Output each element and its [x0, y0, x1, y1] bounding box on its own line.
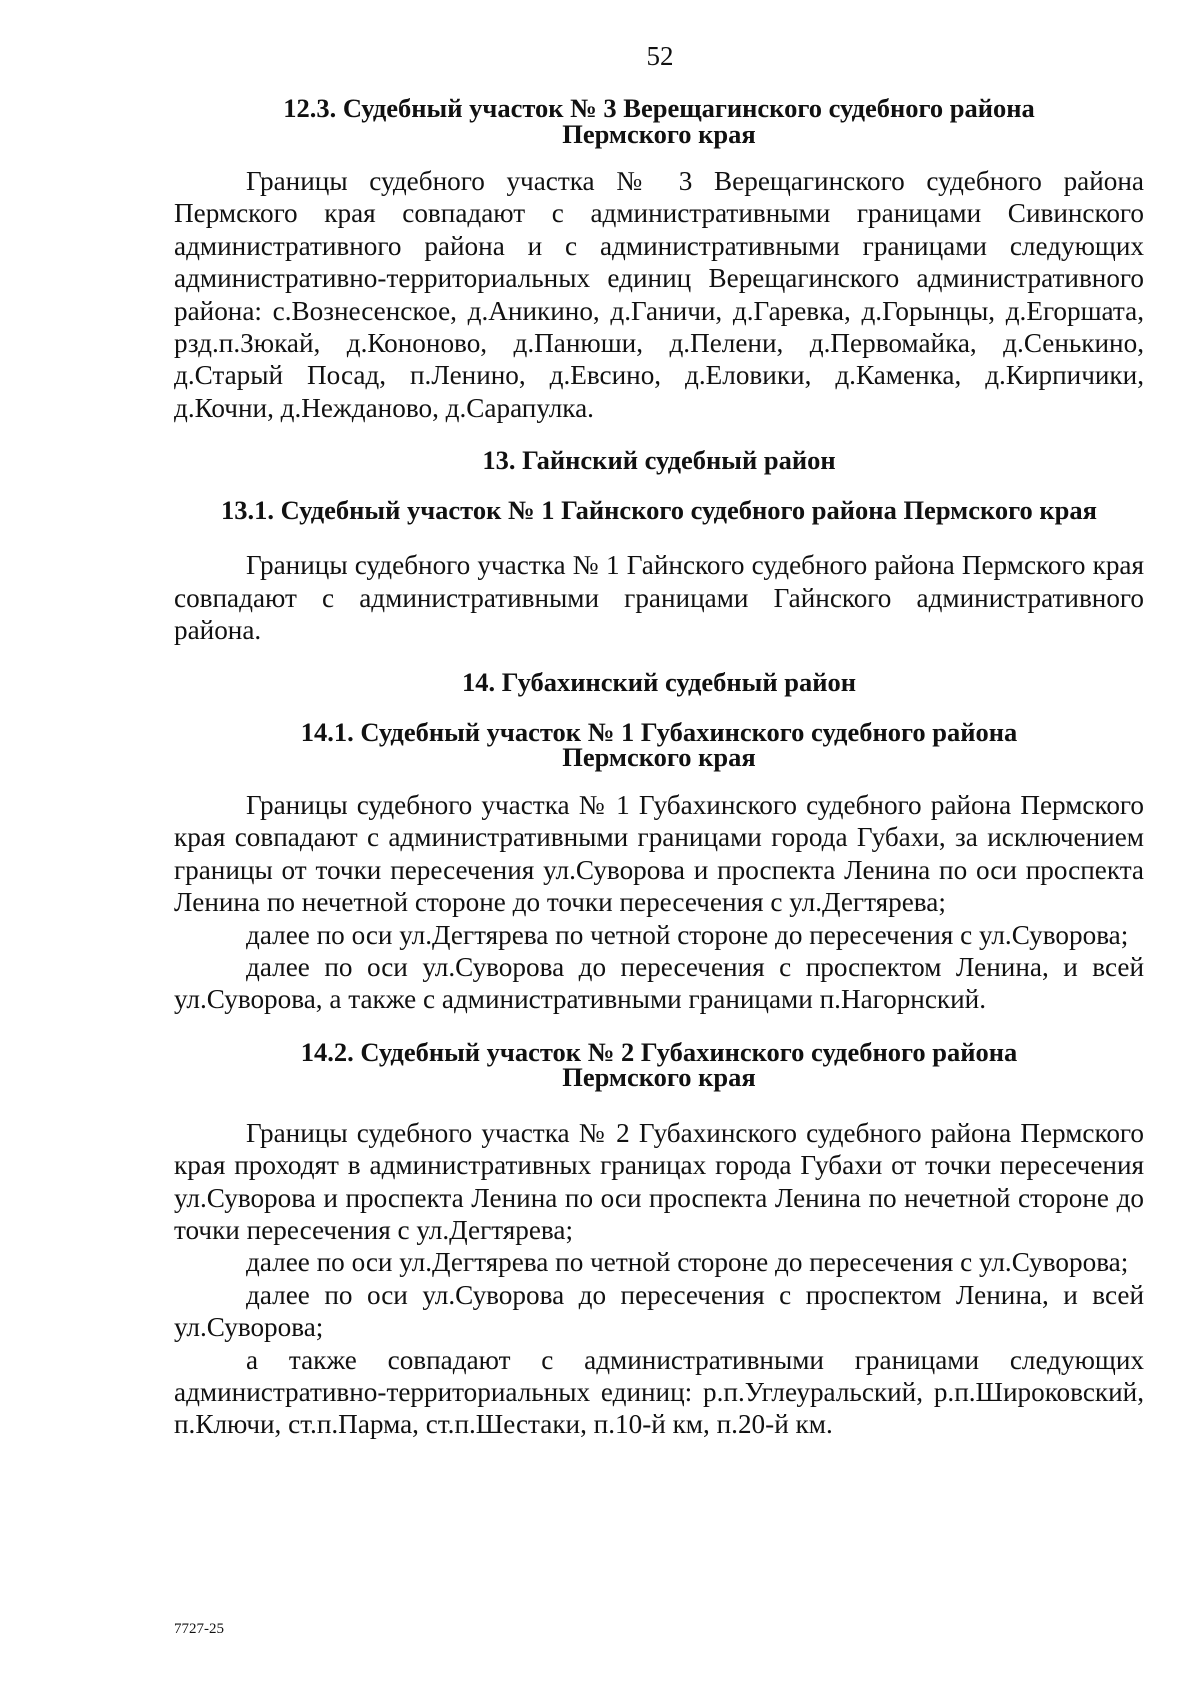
section-heading-14: 14. Губахинский судебный район: [461, 667, 857, 698]
paragraph-14-1-3: далее по оси ул.Суворова до пересечения с проспектом Ленина, и всей ул.Суворова, а также с административными границами п.Нагорнский.: [174, 952, 1144, 1015]
paragraph-14-2-1: Границы судебного участка № 2 Губахинского судебного района Пермского края проходят в административных границах города Губахи от точки пересечения ул.Суворова и проспекта Ленина по оси проспекта Ленина по нечетной стороне до точки пересечения с ул.Дегтярева;: [174, 1117, 1144, 1246]
section-heading-12-3-line2: Пермского края: [562, 118, 756, 149]
paragraph-14-2-3: далее по оси ул.Суворова до пересечения с проспектом Ленина, и всей ул.Суворова;: [174, 1279, 1144, 1343]
section-heading-13-1: 13.1. Судебный участок № 1 Гайнского судебного района Пермского края: [221, 494, 1097, 525]
paragraph-14-2-4: а также совпадают с административными границами следующих административно-территориальных единиц: р.п.Углеуральский, р.п.Широковский, п.Ключи, ст.п.Парма, ст.п.Шестаки, п.10-й км, п.20-й км.: [174, 1344, 1144, 1440]
paragraph-12-3-1: Границы судебного участка № 3 Верещагинского судебного района Пермского края совпадают с административными границами Сивинского административного района и с административными границами следующих административно-территориальных единиц Верещагинского административного района: с.Вознесенское, д.Аникино, д.Ганичи, д.Гаревка, д.Горынцы, д.Егоршата, рзд.п.Зюкай, д.Кононово, д.Панюши, д.Пелени, д.Первомайка, д.Сенькино, д.Старый Посад, п.Ленино, д.Евсино, д.Еловики, д.Каменка, д.Кирпичики, д.Кочни, д.Нежданово, д.Сарапулка.: [174, 166, 1144, 423]
document-code: 7727-25: [174, 1621, 224, 1637]
paragraph-14-1-1: Границы судебного участка № 1 Губахинского судебного района Пермского края совпадают с административными границами города Губахи, за исключением границы от точки пересечения ул.Суворова и проспекта Ленина по оси проспекта Ленина по нечетной стороне до точки пересечения с ул.Дегтярева;: [174, 789, 1144, 918]
section-heading-14-2-line2: Пермского края: [562, 1062, 756, 1093]
section-heading-14-2: [174, 1036, 1144, 1093]
section-heading-13: 13. Гайнский судебный район: [482, 445, 836, 476]
paragraph-14-1-2: далее по оси ул.Дегтярева по четной стороне до пересечения с ул.Суворова;: [246, 919, 1129, 950]
document-body: [174, 93, 1144, 1441]
section-heading-14-1-line1: 14.1. Судебный участок № 1 Губахинского судебного района: [300, 716, 1018, 747]
page-number: 52: [646, 41, 674, 71]
section-heading-14-2-line1: 14.2. Судебный участок № 2 Губахинского судебного района: [300, 1036, 1018, 1067]
section-heading-12-3: [174, 93, 1144, 149]
section-heading-12-3-line1: 12.3. Судебный участок № 3 Верещагинского судебного района: [283, 93, 1035, 123]
section-heading-14-1: [174, 716, 1144, 773]
paragraph-13-1-1: Границы судебного участка № 1 Гайнского судебного района Пермского края совпадают с административными границами Гайнского административного района.: [174, 550, 1144, 646]
section-heading-14-1-line2: Пермского края: [562, 742, 756, 773]
paragraph-14-2-2: далее по оси ул.Дегтярева по четной стороне до пересечения с ул.Суворова;: [246, 1247, 1129, 1278]
